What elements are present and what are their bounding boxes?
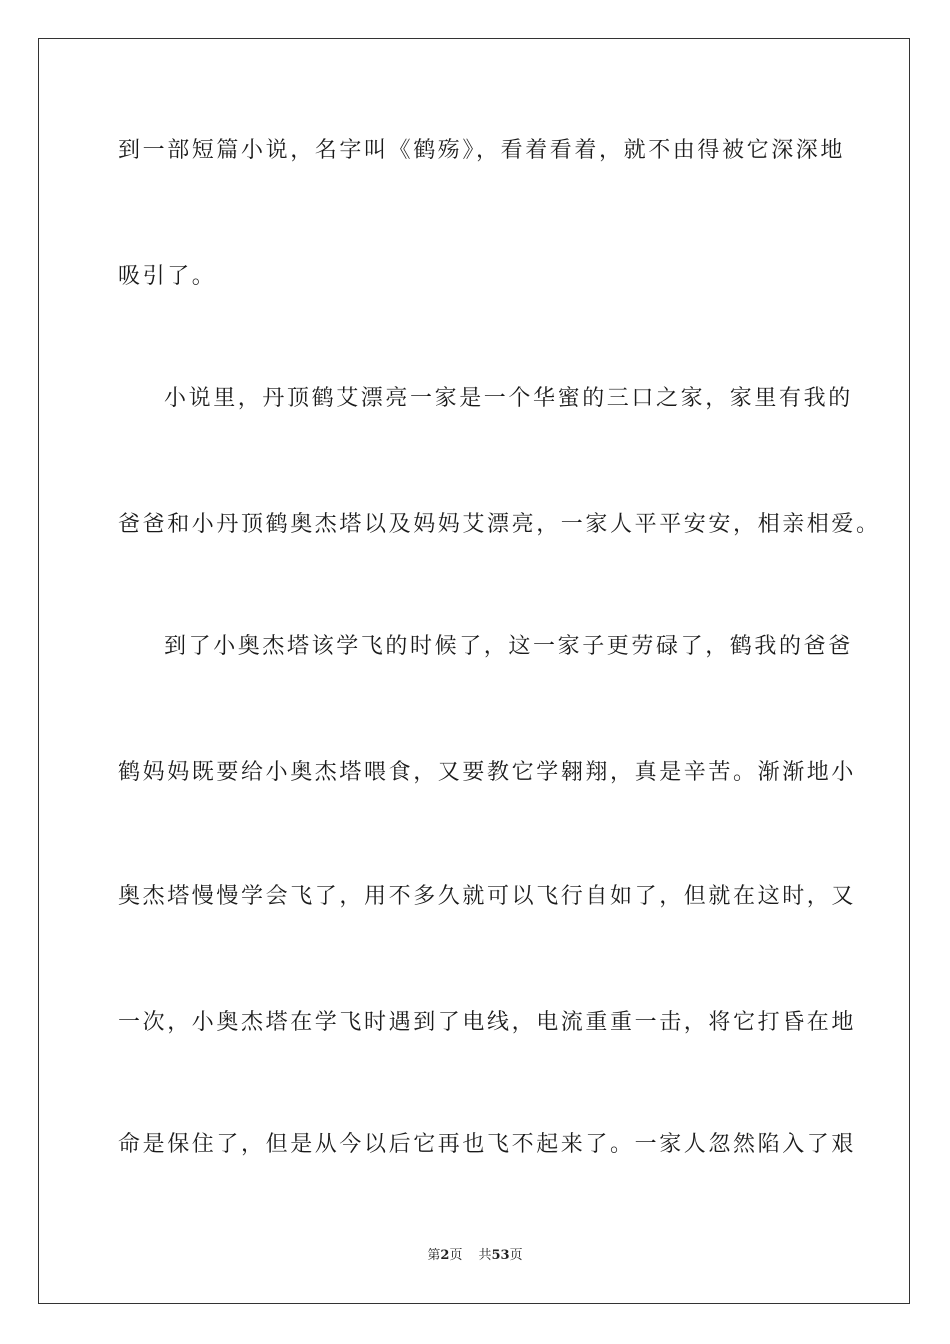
text-line: 命是保住了，但是从今以后它再也飞不起来了。一家人忽然陷入了艰 xyxy=(118,1132,857,1157)
page-footer xyxy=(0,1246,950,1266)
page-prefix: 第 xyxy=(427,1248,441,1263)
text-line: 奥杰塔慢慢学会飞了，用不多久就可以飞行自如了，但就在这时，又 xyxy=(118,884,857,909)
text-line: 吸引了。 xyxy=(118,264,217,289)
total-suffix: 页 xyxy=(509,1248,523,1263)
text-line: 鹤妈妈既要给小奥杰塔喂食，又要教它学翱翔，真是辛苦。渐渐地小 xyxy=(118,760,857,785)
paragraph-start-line: 小说里，丹顶鹤艾漂亮一家是一个华蜜的三口之家，家里有我的 xyxy=(164,386,853,411)
current-page-number: 2 xyxy=(440,1248,450,1263)
page-suffix: 页 xyxy=(449,1248,463,1263)
total-pages-number: 53 xyxy=(491,1248,510,1263)
text-line: 爸爸和小丹顶鹤奥杰塔以及妈妈艾漂亮，一家人平平安安，相亲相爱。 xyxy=(118,512,881,537)
total-prefix: 共 xyxy=(478,1248,492,1263)
text-line: 一次，小奥杰塔在学飞时遇到了电线，电流重重一击，将它打昏在地 xyxy=(118,1010,857,1035)
page-frame xyxy=(38,38,910,1304)
text-line: 到一部短篇小说，名字叫《鹤殇》，看着看着，就不由得被它深深地 xyxy=(118,138,846,163)
paragraph-start-line: 到了小奥杰塔该学飞的时候了，这一家子更劳碌了，鹤我的爸爸 xyxy=(164,634,853,659)
